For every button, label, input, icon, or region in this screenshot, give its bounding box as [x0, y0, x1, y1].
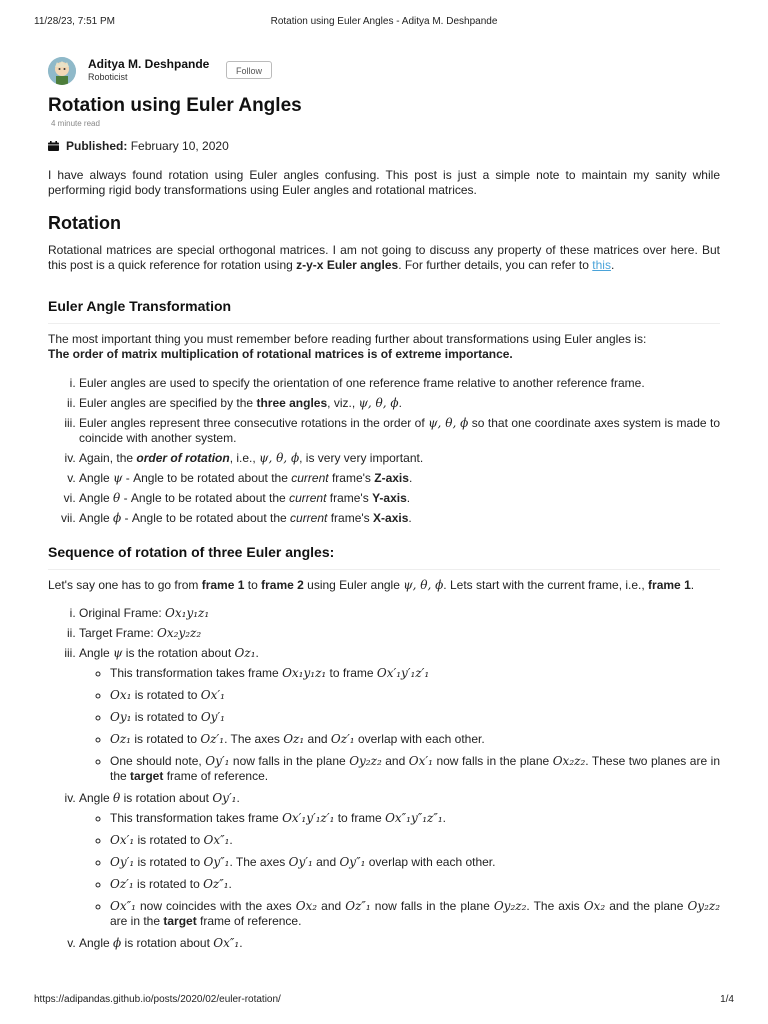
theta-steps: [79, 811, 720, 929]
print-title: Rotation using Euler Angles - Aditya M. Deshpande: [270, 16, 498, 27]
list-item: ◦ Oy₁ is rotated to Oy′₁: [110, 710, 720, 725]
list-item: v. Angle ϕ is rotation about Ox″₁.: [79, 936, 720, 951]
list-item: iii. Euler angles represent three consecutive rotations in the order of ψ, θ, ϕ so that one coordinate axes system is made to coincide with another system.: [79, 416, 720, 446]
published-line: [48, 138, 720, 154]
list-item: ii. Target Frame: Ox₂y₂z₂: [79, 626, 720, 641]
sequence-paragraph: Let's say one has to go from frame 1 to frame 2 using Euler angle ψ, θ, ϕ. Lets start with the current frame, i.e., frame 1.: [48, 578, 695, 592]
divider: [48, 569, 720, 570]
divider: [48, 323, 720, 324]
rotation-paragraph: Rotational matrices are special orthogonal matrices. I am not going to discuss any property of these matrices over here. But this post is a quick reference for rotation using z-y-x Euler angles. For further details, you can refer to this.: [48, 243, 720, 272]
print-date: 11/28/23, 7:51 PM: [34, 16, 115, 27]
list-item: ◦ Oz′₁ is rotated to Oz″₁.: [110, 877, 720, 892]
reference-link[interactable]: this: [592, 258, 611, 272]
list-item: ◦ This transformation takes frame Ox′₁y′₁z′₁ to frame Ox″₁y″₁z″₁.: [110, 811, 720, 826]
published-date: February 10, 2020: [130, 139, 229, 153]
rotation-heading: Rotation: [48, 213, 121, 233]
list-item: iii. Angle ψ is the rotation about Oz₁. ◦ This transformation takes frame Ox₁y₁z₁ to frame Ox′₁y′₁z′₁ ◦ Ox₁ is rotated to Ox′₁ ◦ Oy₁ is rotated to Oy′₁ ◦ Oz₁ is rotated to Oz′₁. The axes Oz₁ and Oz′₁ overlap with each other. ◦ One should note, Oy′₁ now falls in the plane Oy₂z₂ and Ox′₁ now falls in the plane Ox₂z₂. These two planes are in the target frame of reference.: [79, 646, 720, 784]
list-item: ◦ Ox₁ is rotated to Ox′₁: [110, 688, 720, 703]
author-avatar: [48, 57, 76, 85]
page-url: https://adipandas.github.io/posts/2020/02/euler-rotation/: [34, 994, 281, 1005]
calendar-icon: [48, 141, 59, 151]
list-item: iv. Angle θ is rotation about Oy′₁. ◦ This transformation takes frame Ox′₁y′₁z′₁ to frame Ox″₁y″₁z″₁. ◦ Ox′₁ is rotated to Ox″₁. ◦ Oy′₁ is rotated to Oy″₁. The axes Oy′₁ and Oy″₁ overlap with each other. ◦ Oz′₁ is rotated to Oz″₁. ◦ Ox″₁ now coincides with the axes Ox₂ and Oz″₁ now falls in the plane Oy₂z₂. The axis Ox₂ and the plane Oy₂z₂ are in the target frame of reference.: [79, 791, 720, 929]
sequence-heading: Sequence of rotation of three Euler angles:: [48, 544, 335, 560]
sequence-list: [48, 606, 720, 951]
list-item: vi. Angle θ - Angle to be rotated about the current frame's Y-axis.: [79, 491, 720, 506]
list-item: i. Euler angles are used to specify the orientation of one reference frame relative to another reference frame.: [79, 376, 720, 391]
print-footer: [34, 994, 734, 1008]
psi-steps: [79, 666, 720, 784]
print-header: [34, 16, 734, 30]
list-item: ◦ Ox′₁ is rotated to Ox″₁.: [110, 833, 720, 848]
list-item: ◦ This transformation takes frame Ox₁y₁z₁ to frame Ox′₁y′₁z′₁: [110, 666, 720, 681]
list-item: ◦ Oy′₁ is rotated to Oy″₁. The axes Oy′₁ and Oy″₁ overlap with each other.: [110, 855, 720, 870]
read-time: 4 minute read: [51, 119, 100, 128]
list-item: iv. Again, the order of rotation, i.e., ψ, θ, ϕ, is very very important.: [79, 451, 720, 466]
author-bio: Roboticist: [88, 72, 128, 82]
list-item: ◦ Oz₁ is rotated to Oz′₁. The axes Oz₁ and Oz′₁ overlap with each other.: [110, 732, 720, 747]
avatar-image: [48, 57, 76, 85]
list-item: ◦ Ox″₁ now coincides with the axes Ox₂ and Oz″₁ now falls in the plane Oy₂z₂. The axis Ox₂ and the plane Oy₂z₂ are in the target frame of reference.: [110, 899, 720, 929]
intro-paragraph: I have always found rotation using Euler angles confusing. This post is just a simple note to maintain my sanity while performing rigid body transformations using Euler angles and rotational matrices.: [48, 168, 720, 197]
author-name[interactable]: Aditya M. Deshpande: [88, 57, 210, 71]
euler-transform-paragraph: The most important thing you must remember before reading further about transformations using Euler angles is: The order of matrix multiplication of rotational matrices is of extreme importance.: [48, 332, 647, 361]
follow-button[interactable]: Follow: [226, 61, 272, 79]
list-item: i. Original Frame: Ox₁y₁z₁: [79, 606, 720, 621]
post-title: Rotation using Euler Angles: [48, 95, 302, 116]
euler-facts-list: [48, 376, 720, 526]
list-item: ii. Euler angles are specified by the three angles, viz., ψ, θ, ϕ.: [79, 396, 720, 411]
post-content: [48, 55, 720, 956]
list-item: ◦ One should note, Oy′₁ now falls in the plane Oy₂z₂ and Ox′₁ now falls in the plane Ox₂z₂. These two planes are in the target frame of reference.: [110, 754, 720, 784]
page-number: 1/4: [720, 994, 734, 1005]
list-item: vii. Angle ϕ - Angle to be rotated about the current frame's X-axis.: [79, 511, 720, 526]
author-card: [48, 55, 720, 89]
published-label: Published:: [66, 139, 128, 153]
euler-transform-heading: Euler Angle Transformation: [48, 298, 232, 314]
list-item: v. Angle ψ - Angle to be rotated about the current frame's Z-axis.: [79, 471, 720, 486]
